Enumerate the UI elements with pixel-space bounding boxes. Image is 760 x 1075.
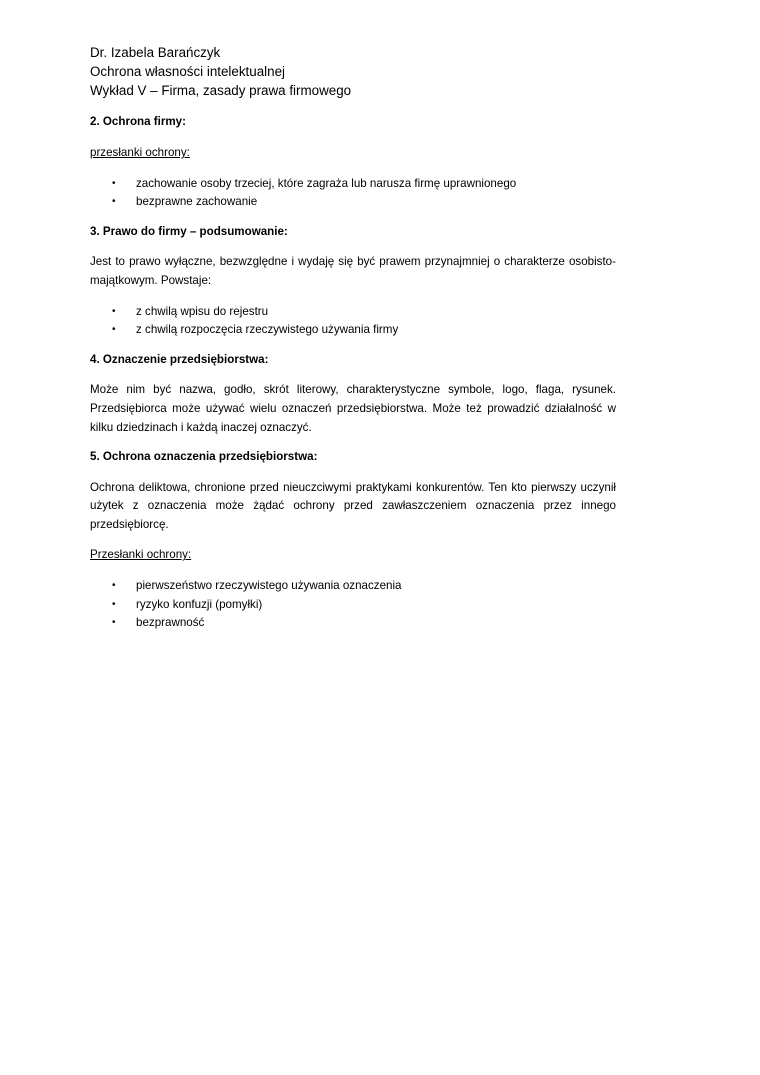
list-item	[90, 175, 616, 194]
list-item-text: zachowanie osoby trzeciej, które zagraża lub narusza firmę uprawnionego	[136, 176, 517, 190]
section-3	[90, 223, 616, 340]
list-item-text: z chwilą wpisu do rejestru	[136, 304, 269, 318]
list-item-text: ryzyko konfuzji (pomyłki)	[136, 597, 263, 611]
list-item-text: bezprawne zachowanie	[136, 195, 258, 209]
section-paragraph: Jest to prawo wyłączne, bezwzględne i wydaję się być prawem przynajmniej o charakterze osobisto-majątkowym. Powstaje:	[90, 255, 616, 287]
section-2	[90, 113, 616, 211]
bullet-icon: •	[112, 580, 116, 592]
list-item	[90, 577, 616, 596]
section-sublabel: przesłanki ochrony:	[90, 145, 190, 159]
section-paragraph: Może nim być nazwa, godło, skrót literowy, charakterystyczne symbole, logo, flaga, rysunek. Przedsiębiorca może używać wielu oznaczeń przedsiębiorstwa. Może też prowadzić działalność w kilku dziedzinach i każdą inaczej oznaczyć.	[90, 383, 616, 434]
bullet-icon: •	[112, 305, 116, 317]
section-heading: 4. Oznaczenie przedsiębiorstwa:	[90, 352, 269, 366]
section-4	[90, 351, 616, 437]
bullet-icon: •	[112, 177, 116, 189]
list-item	[90, 614, 616, 633]
bullet-icon: •	[112, 598, 116, 610]
author-name: Dr. Izabela Barańczyk	[90, 45, 221, 60]
section-heading: 2. Ochrona firmy:	[90, 115, 186, 129]
course-title: Ochrona własności intelektualnej	[90, 63, 286, 79]
bullet-list	[90, 303, 616, 340]
document-header	[90, 44, 616, 100]
bullet-icon: •	[112, 196, 116, 208]
list-item-text: z chwilą rozpoczęcia rzeczywistego używania firmy	[136, 323, 399, 337]
list-item-text: bezprawność	[136, 616, 205, 630]
list-item-text: pierwszeństwo rzeczywistego używania oznaczenia	[136, 579, 402, 593]
section-5	[90, 448, 616, 633]
list-item	[90, 193, 616, 212]
list-item	[90, 596, 616, 615]
section-paragraph: Ochrona deliktowa, chronione przed nieuczciwymi praktykami konkurentów. Ten kto pierwszy uczynił użytek z oznaczenia może żądać ochrony przed zawłaszczeniem oznaczenia przez innego przedsiębiorcę.	[90, 480, 616, 531]
document-page	[90, 44, 616, 633]
bullet-icon: •	[112, 324, 116, 336]
section-sublabel: Przesłanki ochrony:	[90, 548, 192, 562]
list-item	[90, 321, 616, 340]
bullet-list	[90, 175, 616, 212]
section-heading: 5. Ochrona oznaczenia przedsiębiorstwa:	[90, 450, 318, 464]
bullet-list	[90, 577, 616, 633]
section-heading: 3. Prawo do firmy – podsumowanie:	[90, 224, 288, 238]
bullet-icon: •	[112, 617, 116, 629]
list-item	[90, 303, 616, 322]
lecture-title: Wykład V – Firma, zasady prawa firmowego	[90, 82, 352, 98]
